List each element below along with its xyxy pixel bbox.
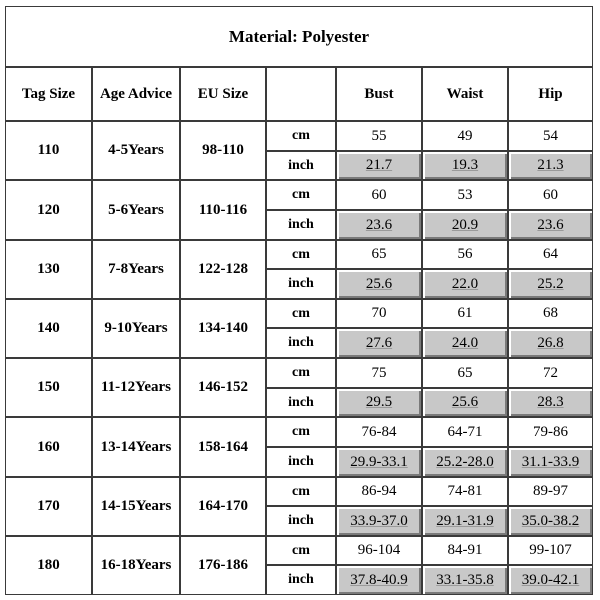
unit-inch-cell: inch	[266, 447, 336, 477]
waist-inch-cell: 19.3	[422, 151, 508, 180]
bust-inch-cell: 29.9-33.1	[336, 447, 422, 477]
hip-cm-cell: 99-107	[508, 536, 593, 565]
tag-size-cell: 160	[5, 417, 92, 477]
bust-inch-cell: 29.5	[336, 388, 422, 417]
bust-inch-cell: 23.6	[336, 210, 422, 240]
waist-inch-cell: 25.6	[422, 388, 508, 417]
header-bust: Bust	[336, 67, 422, 121]
hip-cm-cell: 89-97	[508, 477, 593, 506]
age-advice-cell: 5-6Years	[92, 180, 180, 240]
unit-cm-cell: cm	[266, 121, 336, 151]
eu-size-cell: 158-164	[180, 417, 266, 477]
header-age-advice: Age Advice	[92, 67, 180, 121]
hip-cm-cell: 68	[508, 299, 593, 328]
hip-cm-cell: 79-86	[508, 417, 593, 447]
waist-cm-cell: 65	[422, 358, 508, 388]
unit-inch-cell: inch	[266, 506, 336, 536]
hip-cm-cell: 60	[508, 180, 593, 210]
header-unit	[266, 67, 336, 121]
unit-cm-cell: cm	[266, 299, 336, 328]
bust-cm-cell: 70	[336, 299, 422, 328]
hip-inch-cell: 31.1-33.9	[508, 447, 593, 477]
bust-cm-cell: 76-84	[336, 417, 422, 447]
age-advice-cell: 4-5Years	[92, 121, 180, 180]
hip-inch-cell: 35.0-38.2	[508, 506, 593, 536]
bust-cm-cell: 75	[336, 358, 422, 388]
table-title: Material: Polyester	[228, 26, 370, 46]
hip-inch-cell: 23.6	[508, 210, 593, 240]
waist-inch-cell: 29.1-31.9	[422, 506, 508, 536]
bust-inch-cell: 37.8-40.9	[336, 565, 422, 595]
unit-cm-cell: cm	[266, 536, 336, 565]
unit-cm-cell: cm	[266, 417, 336, 447]
eu-size-cell: 134-140	[180, 299, 266, 358]
age-advice-cell: 9-10Years	[92, 299, 180, 358]
unit-inch-cell: inch	[266, 210, 336, 240]
unit-inch-cell: inch	[266, 388, 336, 417]
eu-size-cell: 146-152	[180, 358, 266, 417]
unit-cm-cell: cm	[266, 180, 336, 210]
unit-cm-cell: cm	[266, 358, 336, 388]
bust-inch-cell: 25.6	[336, 269, 422, 299]
unit-inch-cell: inch	[266, 269, 336, 299]
waist-inch-cell: 25.2-28.0	[422, 447, 508, 477]
bust-inch-cell: 21.7	[336, 151, 422, 180]
bust-cm-cell: 60	[336, 180, 422, 210]
eu-size-cell: 98-110	[180, 121, 266, 180]
hip-cm-cell: 64	[508, 240, 593, 269]
tag-size-cell: 170	[5, 477, 92, 536]
waist-inch-cell: 20.9	[422, 210, 508, 240]
hip-inch-cell: 25.2	[508, 269, 593, 299]
bust-inch-cell: 27.6	[336, 328, 422, 358]
title-row	[5, 6, 593, 67]
unit-inch-cell: inch	[266, 328, 336, 358]
bust-cm-cell: 55	[336, 121, 422, 151]
age-advice-cell: 7-8Years	[92, 240, 180, 299]
waist-cm-cell: 74-81	[422, 477, 508, 506]
waist-inch-cell: 33.1-35.8	[422, 565, 508, 595]
tag-size-cell: 150	[5, 358, 92, 417]
waist-cm-cell: 56	[422, 240, 508, 269]
eu-size-cell: 110-116	[180, 180, 266, 240]
waist-inch-cell: 24.0	[422, 328, 508, 358]
age-advice-cell: 11-12Years	[92, 358, 180, 417]
waist-cm-cell: 61	[422, 299, 508, 328]
waist-cm-cell: 53	[422, 180, 508, 210]
bust-cm-cell: 86-94	[336, 477, 422, 506]
tag-size-cell: 120	[5, 180, 92, 240]
unit-cm-cell: cm	[266, 240, 336, 269]
bust-inch-cell: 33.9-37.0	[336, 506, 422, 536]
hip-cm-cell: 72	[508, 358, 593, 388]
hip-cm-cell: 54	[508, 121, 593, 151]
header-waist: Waist	[422, 67, 508, 121]
age-advice-cell: 16-18Years	[92, 536, 180, 595]
header-eu-size: EU Size	[180, 67, 266, 121]
unit-cm-cell: cm	[266, 477, 336, 506]
age-advice-cell: 14-15Years	[92, 477, 180, 536]
eu-size-cell: 122-128	[180, 240, 266, 299]
hip-inch-cell: 39.0-42.1	[508, 565, 593, 595]
header-hip: Hip	[508, 67, 593, 121]
waist-cm-cell: 64-71	[422, 417, 508, 447]
age-advice-cell: 13-14Years	[92, 417, 180, 477]
eu-size-cell: 164-170	[180, 477, 266, 536]
hip-inch-cell: 21.3	[508, 151, 593, 180]
tag-size-cell: 140	[5, 299, 92, 358]
eu-size-cell: 176-186	[180, 536, 266, 595]
header-tag-size: Tag Size	[5, 67, 92, 121]
waist-inch-cell: 22.0	[422, 269, 508, 299]
hip-inch-cell: 26.8	[508, 328, 593, 358]
tag-size-cell: 180	[5, 536, 92, 595]
unit-inch-cell: inch	[266, 151, 336, 180]
bust-cm-cell: 65	[336, 240, 422, 269]
tag-size-cell: 130	[5, 240, 92, 299]
bust-cm-cell: 96-104	[336, 536, 422, 565]
tag-size-cell: 110	[5, 121, 92, 180]
hip-inch-cell: 28.3	[508, 388, 593, 417]
waist-cm-cell: 49	[422, 121, 508, 151]
unit-inch-cell: inch	[266, 565, 336, 595]
waist-cm-cell: 84-91	[422, 536, 508, 565]
